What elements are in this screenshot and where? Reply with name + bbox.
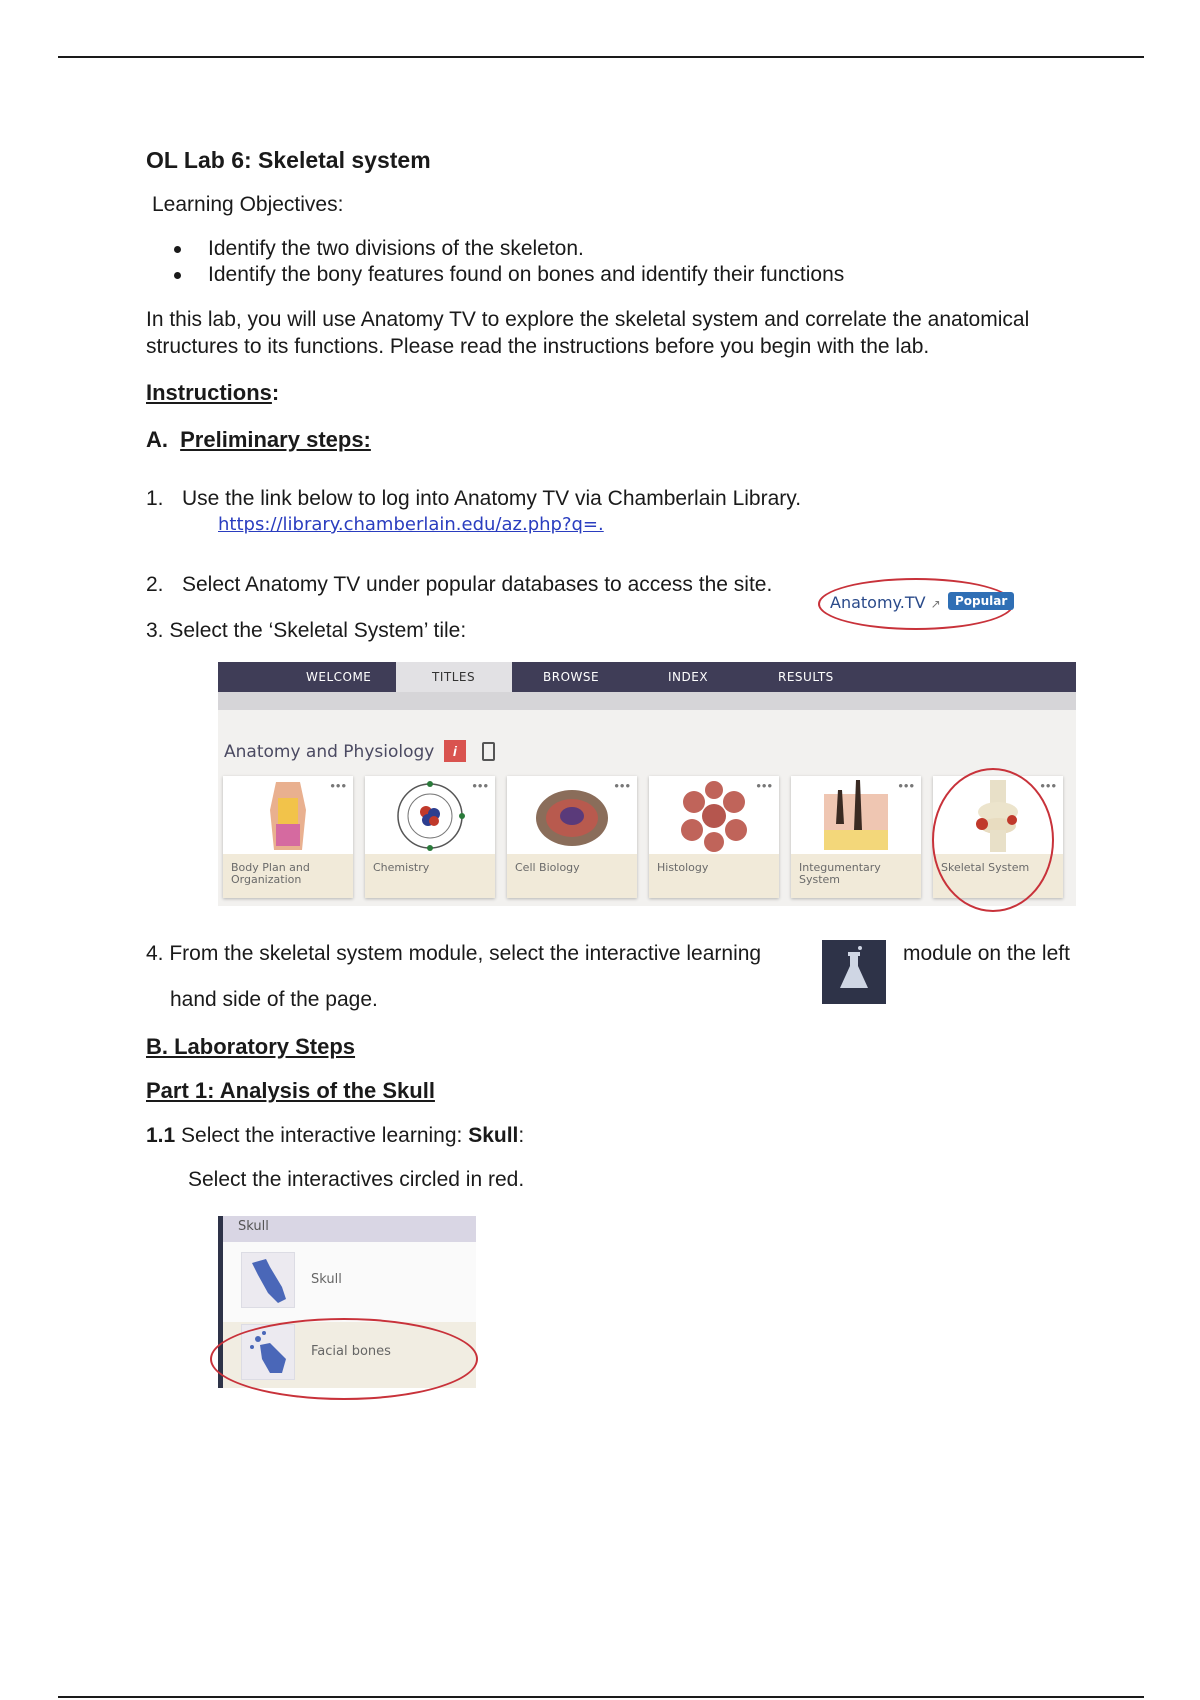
section-a-title: Preliminary steps: bbox=[180, 427, 371, 452]
more-icon[interactable]: ••• bbox=[1040, 778, 1057, 793]
more-icon[interactable]: ••• bbox=[898, 778, 915, 793]
more-icon[interactable]: ••• bbox=[614, 778, 631, 793]
more-icon[interactable]: ••• bbox=[472, 778, 489, 793]
hand-pointer-icon bbox=[241, 1252, 295, 1308]
tile-histology[interactable] bbox=[649, 776, 779, 898]
bullet-2 bbox=[174, 272, 181, 279]
tile-label: Chemistry bbox=[373, 861, 430, 874]
more-icon[interactable]: ••• bbox=[756, 778, 773, 793]
info-icon[interactable]: i bbox=[444, 740, 466, 762]
skull-row-label: Facial bones bbox=[311, 1344, 391, 1359]
step-3-text: 3. Select the ‘Skeletal System’ tile: bbox=[146, 619, 467, 642]
tile-cell-biology[interactable] bbox=[507, 776, 637, 898]
tile-integumentary[interactable] bbox=[791, 776, 921, 898]
skull-row-skull[interactable] bbox=[223, 1250, 476, 1316]
tile-caption bbox=[507, 854, 637, 898]
skull-list-header bbox=[218, 1216, 476, 1242]
instructions-colon: : bbox=[271, 380, 280, 405]
tile-label: Skeletal System bbox=[941, 861, 1030, 874]
nav-index[interactable]: INDEX bbox=[668, 670, 709, 684]
external-link-icon: ↗ bbox=[930, 597, 941, 611]
step-1-1-sub: Select the interactives circled in red. bbox=[188, 1168, 525, 1191]
tile-label: Cell Biology bbox=[515, 861, 580, 874]
torso-icon bbox=[248, 780, 328, 852]
nav-results[interactable]: RESULTS bbox=[778, 670, 834, 684]
tile-body-plan[interactable] bbox=[223, 776, 353, 898]
part-1-title: Part 1: Analysis of the Skull bbox=[146, 1078, 435, 1103]
skull-row-label: Skull bbox=[311, 1272, 342, 1287]
top-rule bbox=[58, 56, 1144, 58]
instructions-label: Instructions bbox=[146, 380, 272, 405]
tile-caption bbox=[223, 854, 353, 898]
tile-label: Histology bbox=[657, 861, 709, 874]
tile-caption bbox=[365, 854, 495, 898]
step-1-1-text: Select the interactive learning: bbox=[175, 1124, 469, 1147]
skeletal-tile-red-circle bbox=[932, 768, 1054, 912]
intro-line-2: structures to its functions. Please read the instructions before you begin with the lab. bbox=[146, 335, 930, 358]
step-1-1-bold: Skull bbox=[468, 1124, 519, 1147]
tile-caption bbox=[791, 854, 921, 898]
atom-icon bbox=[390, 780, 470, 852]
more-icon[interactable]: ••• bbox=[330, 778, 347, 793]
step-1-1-number: 1.1 bbox=[146, 1124, 176, 1147]
anatomy-tv-link-text[interactable] bbox=[830, 593, 941, 612]
step-4-line-2: hand side of the page. bbox=[170, 988, 378, 1011]
tile-chemistry[interactable] bbox=[365, 776, 495, 898]
page-title: OL Lab 6: Skeletal system bbox=[146, 147, 431, 173]
instructions-heading bbox=[146, 380, 279, 406]
objective-1: Identify the two divisions of the skeleton. bbox=[208, 237, 584, 260]
histology-icon bbox=[674, 780, 754, 852]
popular-badge: Popular bbox=[948, 592, 1014, 610]
bottom-rule bbox=[58, 1696, 1144, 1698]
cell-icon bbox=[532, 780, 612, 852]
section-a-heading bbox=[146, 427, 371, 453]
nav-titles[interactable]: TITLES bbox=[432, 670, 476, 684]
step-4-text: 4. From the skeletal system module, select the interactive learning bbox=[146, 942, 762, 965]
mobile-icon[interactable] bbox=[482, 742, 495, 761]
step-2-text: Select Anatomy TV under popular databases to access the site. bbox=[182, 573, 773, 596]
tile-label: Integumentary System bbox=[799, 861, 881, 886]
step-1-1 bbox=[146, 1123, 524, 1149]
skin-icon bbox=[816, 780, 896, 852]
tile-label: Body Plan and Organization bbox=[231, 861, 310, 886]
step-4-tail: module on the left bbox=[903, 942, 1070, 965]
objectives-heading: Learning Objectives: bbox=[152, 193, 344, 216]
interactive-learning-icon[interactable] bbox=[822, 940, 886, 1004]
tile-caption bbox=[649, 854, 779, 898]
sub-bar bbox=[218, 692, 1076, 710]
section-label: Anatomy and Physiology bbox=[224, 742, 435, 762]
step-2-number: 2. bbox=[146, 573, 164, 596]
facial-bones-red-circle bbox=[210, 1318, 478, 1400]
anatomy-tv-badge[interactable] bbox=[818, 578, 1014, 630]
bullet-1 bbox=[174, 246, 181, 253]
section-a-letter: A. bbox=[146, 427, 168, 452]
library-link[interactable]: https://library.chamberlain.edu/az.php?q=. bbox=[218, 514, 604, 535]
flask-icon bbox=[822, 940, 886, 1004]
section-b-title: B. Laboratory Steps bbox=[146, 1034, 356, 1059]
nav-welcome[interactable]: WELCOME bbox=[306, 670, 372, 684]
skull-header-text: Skull bbox=[238, 1219, 269, 1234]
step-1-text: Use the link below to log into Anatomy TV via Chamberlain Library. bbox=[182, 487, 802, 510]
intro-line-1: In this lab, you will use Anatomy TV to explore the skeletal system and correlate the anatomical bbox=[146, 308, 1030, 331]
step-1-number: 1. bbox=[146, 487, 164, 510]
objective-2: Identify the bony features found on bones and identify their functions bbox=[208, 263, 845, 286]
step-1-1-colon: : bbox=[518, 1124, 525, 1147]
badge-name: Anatomy.TV bbox=[830, 593, 926, 612]
nav-browse[interactable]: BROWSE bbox=[543, 670, 600, 684]
